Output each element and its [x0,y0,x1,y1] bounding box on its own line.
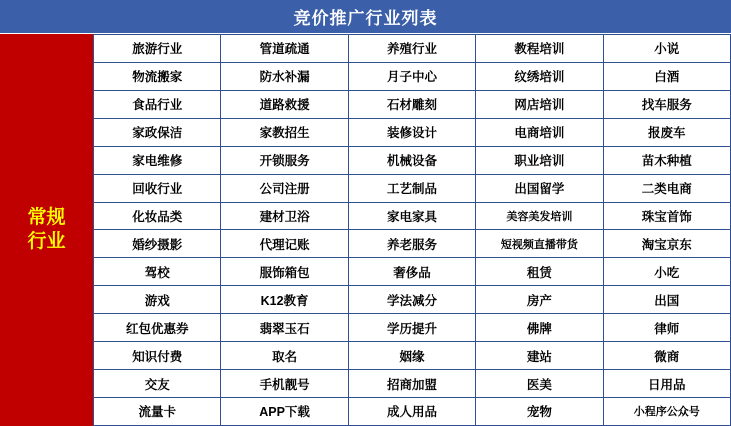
table-cell: 驾校 [94,258,221,286]
table-row [94,62,731,90]
table-row [94,286,731,314]
table-row [94,118,731,146]
table-cell: 家电家具 [348,202,475,230]
table-cell: 月子中心 [348,62,475,90]
category-side-label [0,34,93,426]
table-cell: 小说 [603,35,730,63]
table-cell: 纹绣培训 [476,62,603,90]
table-cell: 电商培训 [476,118,603,146]
table-cell: 防水补漏 [221,62,348,90]
table-cell: 房产 [476,286,603,314]
table-cell: 道路救援 [221,90,348,118]
table-cell: 佛牌 [476,314,603,342]
table-cell: 旅游行业 [94,35,221,63]
table-cell: 家教招生 [221,118,348,146]
table-cell: 出国 [603,286,730,314]
table-row [94,35,731,63]
table-cell: 家电维修 [94,146,221,174]
industry-table [93,34,731,426]
table-cell: 白酒 [603,62,730,90]
table-cell: 职业培训 [476,146,603,174]
table-cell: 游戏 [94,286,221,314]
table-cell: 翡翠玉石 [221,314,348,342]
table-cell: 小吃 [603,258,730,286]
table-cell: 家政保洁 [94,118,221,146]
table-cell: 化妆品类 [94,202,221,230]
table-cell: 养老服务 [348,230,475,258]
table-row [94,370,731,398]
table-row [94,342,731,370]
table-cell: 食品行业 [94,90,221,118]
table-cell: 奢侈品 [348,258,475,286]
table-cell: 装修设计 [348,118,475,146]
table-cell: 机械设备 [348,146,475,174]
table-cell: K12教育 [221,286,348,314]
table-cell: 美容美发培训 [476,202,603,230]
table-cell: 宠物 [476,397,603,425]
table-cell: 取名 [221,342,348,370]
table-cell: 学法减分 [348,286,475,314]
page-title-text: 竞价推广行业列表 [293,9,438,28]
table-cell: 回收行业 [94,174,221,202]
table-row [94,314,731,342]
table-cell: 姻缘 [348,342,475,370]
table-cell: 管道疏通 [221,35,348,63]
category-label-line2: 行业 [27,231,66,252]
table-cell: 微商 [603,342,730,370]
table-cell: APP下载 [221,397,348,425]
table-cell: 苗木种植 [603,146,730,174]
table-row [94,146,731,174]
table-row [94,258,731,286]
table-row [94,174,731,202]
industry-table-body [94,35,731,426]
table-row [94,202,731,230]
table-cell: 医美 [476,370,603,398]
table-row [94,397,731,425]
table-cell: 成人用品 [348,397,475,425]
table-cell: 服饰箱包 [221,258,348,286]
content-area [0,34,731,426]
table-cell: 学历提升 [348,314,475,342]
table-cell: 网店培训 [476,90,603,118]
table-cell: 短视频直播带货 [476,230,603,258]
table-cell: 物流搬家 [94,62,221,90]
table-cell: 交友 [94,370,221,398]
table-cell: 流量卡 [94,397,221,425]
table-cell: 淘宝京东 [603,230,730,258]
table-cell: 公司注册 [221,174,348,202]
page-title [0,0,731,34]
table-cell: 代理记账 [221,230,348,258]
industry-table-wrapper [93,34,731,426]
table-cell: 工艺制品 [348,174,475,202]
table-cell: 二类电商 [603,174,730,202]
table-cell: 石材雕刻 [348,90,475,118]
table-row [94,230,731,258]
table-cell: 养殖行业 [348,35,475,63]
table-cell: 小程序公众号 [603,397,730,425]
table-cell: 建站 [476,342,603,370]
table-cell: 租赁 [476,258,603,286]
table-cell: 开锁服务 [221,146,348,174]
table-cell: 出国留学 [476,174,603,202]
table-cell: 找车服务 [603,90,730,118]
category-label-line1: 常规 [27,207,66,229]
table-cell: 建材卫浴 [221,202,348,230]
table-cell: 教程培训 [476,35,603,63]
table-cell: 珠宝首饰 [603,202,730,230]
table-cell: 律师 [603,314,730,342]
table-cell: 知识付费 [94,342,221,370]
table-cell: 婚纱摄影 [94,230,221,258]
table-cell: 报废车 [603,118,730,146]
table-cell: 手机靓号 [221,370,348,398]
table-row [94,90,731,118]
table-cell: 日用品 [603,370,730,398]
table-cell: 招商加盟 [348,370,475,398]
table-cell: 红包优惠券 [94,314,221,342]
